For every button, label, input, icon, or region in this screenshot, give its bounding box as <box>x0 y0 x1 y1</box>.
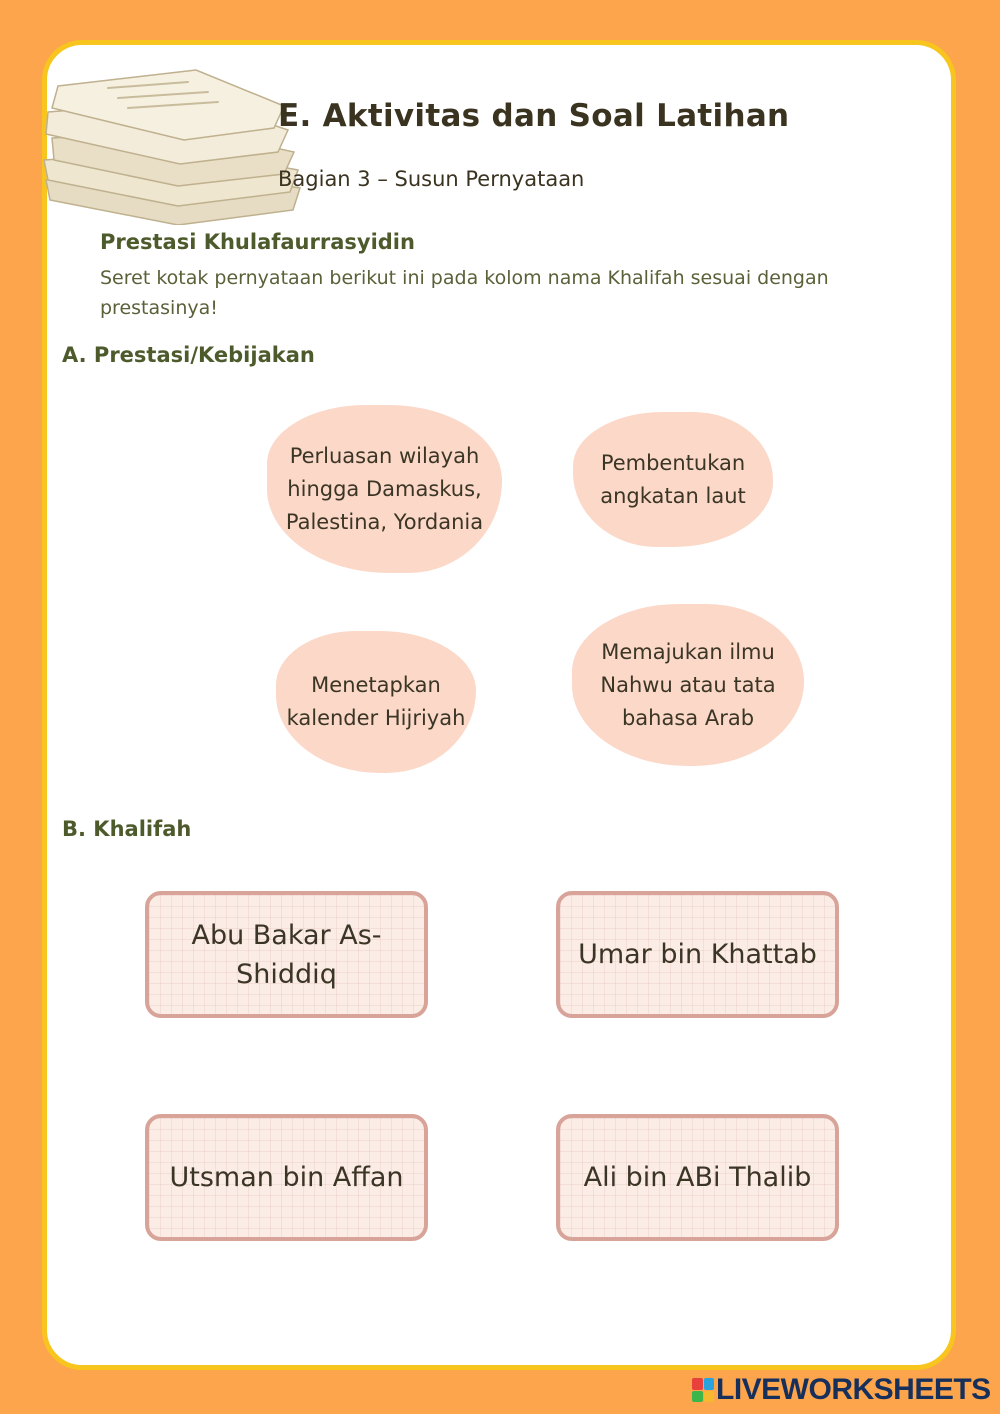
brand-name: LIVEWORKSHEETS <box>716 1373 991 1406</box>
page-title: E. Aktivitas dan Soal Latihan <box>278 98 790 134</box>
draggable-statement-2[interactable]: Pembentukan angkatan laut <box>573 412 773 547</box>
drop-zone-utsman[interactable]: Utsman bin Affan <box>145 1114 428 1241</box>
section-a-heading: A. Prestasi/Kebijakan <box>62 343 315 367</box>
section-b-heading: B. Khalifah <box>62 817 192 841</box>
activity-instruction: Seret kotak pernyataan berikut ini pada kolom nama Khalifah sesuai dengan prestasinya! <box>100 267 829 319</box>
drop-zone-umar[interactable]: Umar bin Khattab <box>556 891 839 1018</box>
liveworksheets-icon <box>692 1378 714 1402</box>
drop-zone-ali[interactable]: Ali bin ABi Thalib <box>556 1114 839 1241</box>
draggable-statement-1[interactable]: Perluasan wilayah hingga Damaskus, Palestina, Yordania <box>267 405 502 573</box>
drop-zone-abu-bakar[interactable]: Abu Bakar As-Shiddiq <box>145 891 428 1018</box>
page-subtitle: Bagian 3 – Susun Pernyataan <box>278 167 585 191</box>
activity-title: Prestasi Khulafaurrasyidin <box>100 230 415 254</box>
draggable-statement-3[interactable]: Menetapkan kalender Hijriyah <box>276 631 476 773</box>
paper-stack-illustration <box>38 60 303 225</box>
liveworksheets-logo[interactable] <box>692 1373 991 1407</box>
draggable-statement-4[interactable]: Memajukan ilmu Nahwu atau tata bahasa Arab <box>572 604 804 766</box>
